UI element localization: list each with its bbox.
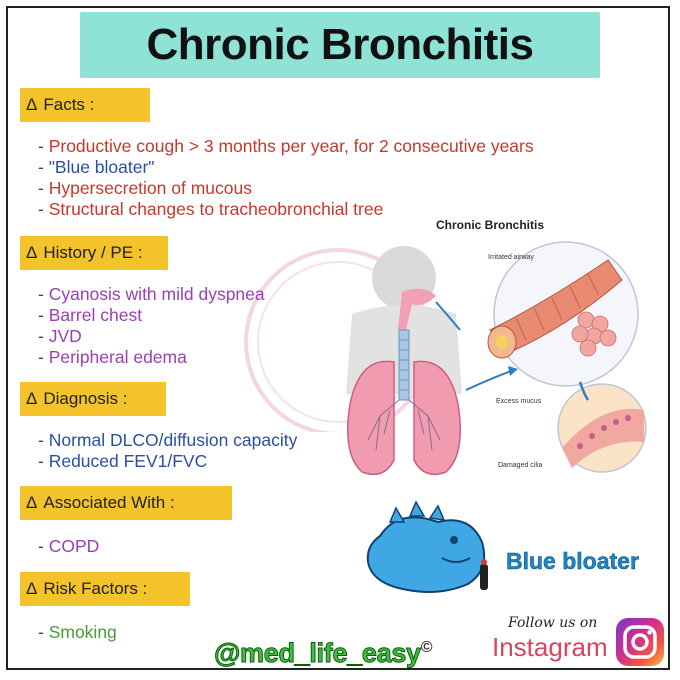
associated-list <box>38 536 99 557</box>
list-item: - COPD <box>38 536 99 557</box>
bronchus-illustration <box>476 232 656 482</box>
list-item: - Reduced FEV1/FVC <box>38 451 297 472</box>
facts-header <box>20 88 150 122</box>
diagnosis-header-label: Diagnosis : <box>43 389 128 408</box>
excess-mucus-label: Excess mucus <box>496 398 542 405</box>
risk-list <box>38 622 117 643</box>
list-item: - Hypersecretion of mucous <box>38 178 534 199</box>
list-item: - JVD <box>38 326 265 347</box>
pointer-arrow-icon <box>462 360 522 400</box>
risk-header-label: Risk Factors : <box>43 579 148 598</box>
associated-header-label: Associated With : <box>43 493 175 512</box>
list-item: - "Blue bloater" <box>38 157 534 178</box>
page-title: Chronic Bronchitis <box>80 12 600 78</box>
list-item: - Productive cough > 3 months per year, for 2 consecutive years <box>38 136 534 157</box>
social-handle <box>214 638 432 669</box>
blue-bloater-mascot <box>350 500 500 600</box>
instagram-link[interactable]: Instagram <box>492 632 608 662</box>
lungs-illustration <box>332 244 482 484</box>
irritated-airway-label: Irritated airway <box>488 254 534 261</box>
diagnosis-header <box>20 382 166 416</box>
list-item: - Structural changes to tracheobronchial tree <box>38 199 534 220</box>
history-header <box>20 236 168 270</box>
list-item: - Peripheral edema <box>38 347 265 368</box>
copyright-symbol: © <box>420 639 433 656</box>
history-list <box>38 284 265 368</box>
delta-icon: Δ <box>26 389 38 408</box>
list-item: - Smoking <box>38 622 117 643</box>
social-handle-text: @med_life_easy <box>214 638 421 668</box>
blue-bloater-label: Blue bloater <box>506 548 639 574</box>
delta-icon: Δ <box>26 579 38 598</box>
delta-icon: Δ <box>26 243 38 262</box>
diagnosis-list <box>38 430 297 472</box>
delta-icon: Δ <box>26 95 38 114</box>
damaged-cilia-label: Damaged cilia <box>498 462 543 469</box>
follow-us-text: Follow us on <box>508 615 598 631</box>
risk-header <box>20 572 190 606</box>
facts-list <box>38 136 534 220</box>
list-item: - Normal DLCO/diffusion capacity <box>38 430 297 451</box>
list-item: - Cyanosis with mild dyspnea <box>38 284 265 305</box>
history-header-label: History / PE : <box>43 243 143 262</box>
instagram-icon[interactable] <box>616 618 664 666</box>
illustration-title: Chronic Bronchitis <box>436 218 545 232</box>
associated-header <box>20 486 232 520</box>
facts-header-label: Facts : <box>43 95 95 114</box>
delta-icon: Δ <box>26 493 38 512</box>
list-item: - Barrel chest <box>38 305 265 326</box>
